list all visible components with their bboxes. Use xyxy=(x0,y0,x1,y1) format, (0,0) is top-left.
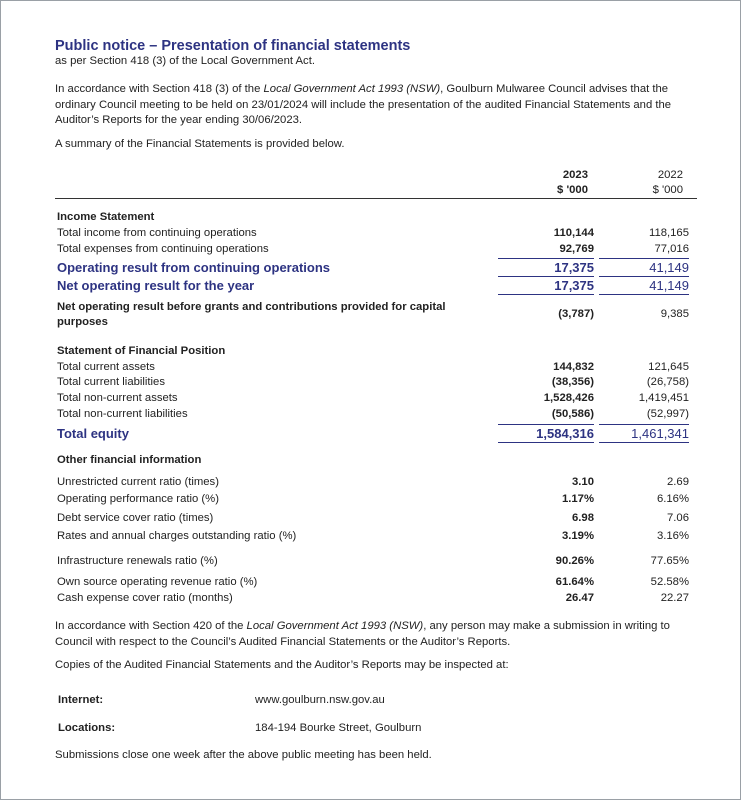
value-2023: (3,787) xyxy=(558,308,594,320)
row-label: Cash expense cover ratio (months) xyxy=(57,592,233,604)
row-label xyxy=(57,300,446,330)
table-row xyxy=(55,361,697,377)
label-line-2: purposes xyxy=(57,316,108,328)
value-2022: 2.69 xyxy=(667,476,689,488)
income-statement-heading: Income Statement xyxy=(57,211,155,223)
row-label: Operating performance ratio (%) xyxy=(57,493,219,505)
value-2022: (26,758) xyxy=(646,376,689,388)
unit-2023: $ '000 xyxy=(557,184,588,196)
value-2023: (38,356) xyxy=(551,376,594,388)
row-label: Infrastructure renewals ratio (%) xyxy=(57,555,218,567)
value-2023: 17,375 xyxy=(498,276,594,295)
value-2022: 121,645 xyxy=(648,361,689,373)
value-2022: 41,149 xyxy=(599,258,689,277)
capital-result-row xyxy=(55,300,697,332)
intro-prefix: In accordance with Section 418 (3) of the xyxy=(55,83,264,95)
table-row xyxy=(55,376,697,392)
value-2023: (50,586) xyxy=(551,408,594,420)
value-2022: (52,997) xyxy=(646,408,689,420)
value-2022: 3.16% xyxy=(656,530,689,542)
net-operating-result-row xyxy=(55,278,697,294)
row-label: Total expenses from continuing operations xyxy=(57,243,269,255)
value-2022: 77.65% xyxy=(650,555,689,567)
table-row xyxy=(55,512,697,528)
intro-suffix: , Goulburn Mulwaree Council advises that the ordinary Council meeting to be held on 23/01/2024 will include the presentation of the audited Financial Statements and the Auditor’s Reports for the year ending 30/06/2023. xyxy=(55,83,672,126)
row-label: Total non-current liabilities xyxy=(57,408,188,420)
locations-value: 184-194 Bourke Street, Goulburn xyxy=(255,722,422,734)
header-rule xyxy=(55,198,697,199)
value-2022: 22.27 xyxy=(660,592,689,604)
table-row xyxy=(55,243,697,259)
value-2023: 3.10 xyxy=(572,476,594,488)
label-line-1: Net operating result before grants and contributions provided for capital xyxy=(57,301,446,313)
table-row xyxy=(55,408,697,424)
row-label: Total equity xyxy=(57,426,129,441)
row-label: Total non-current assets xyxy=(57,392,178,404)
submission-suffix: , any person may make a submission in writing to Council with respect to the Council’s Audited Financial Statements or the Auditor’s Reports. xyxy=(55,620,670,648)
table-row xyxy=(55,555,697,571)
table-row xyxy=(55,592,697,608)
year-2022: 2022 xyxy=(657,169,683,181)
locations-label: Locations: xyxy=(58,722,116,734)
row-label: Total income from continuing operations xyxy=(57,227,257,239)
table-row xyxy=(55,227,697,243)
column-header-2022 xyxy=(625,168,683,198)
row-label: Total current assets xyxy=(57,361,155,373)
internet-link[interactable]: www.goulburn.nsw.gov.au xyxy=(255,694,385,706)
total-equity-row xyxy=(55,426,697,442)
submission-act-name: Local Government Act 1993 (NSW) xyxy=(246,620,424,632)
table-row xyxy=(55,530,697,546)
value-2022: 41,149 xyxy=(599,276,689,295)
value-2023: 144,832 xyxy=(553,361,594,373)
table-row xyxy=(55,392,697,408)
row-label: Debt service cover ratio (times) xyxy=(57,512,214,524)
value-2023: 90.26% xyxy=(555,555,594,567)
operating-result-row xyxy=(55,260,697,276)
row-label: Rates and annual charges outstanding ratio (%) xyxy=(57,530,297,542)
column-header-2023 xyxy=(530,168,588,198)
financial-position-heading: Statement of Financial Position xyxy=(57,345,226,357)
value-2022: 6.16% xyxy=(656,493,689,505)
value-2022: 1,419,451 xyxy=(638,392,689,404)
row-label: Own source operating revenue ratio (%) xyxy=(57,576,258,588)
value-2023: 17,375 xyxy=(498,258,594,277)
value-2023: 1,584,316 xyxy=(498,424,594,443)
closing-line: Submissions close one week after the above public meeting has been held. xyxy=(55,749,432,761)
value-2023: 1.17% xyxy=(561,493,594,505)
value-2022: 118,165 xyxy=(649,227,689,239)
row-label: Unrestricted current ratio (times) xyxy=(57,476,219,488)
summary-line: A summary of the Financial Statements is provided below. xyxy=(55,138,345,150)
other-info-heading: Other financial information xyxy=(57,454,202,466)
internet-label: Internet: xyxy=(58,694,104,706)
value-2022: 77,016 xyxy=(654,243,689,255)
year-2023: 2023 xyxy=(562,169,588,181)
value-2022: 7.06 xyxy=(667,512,689,524)
submission-paragraph xyxy=(55,619,695,650)
table-row xyxy=(55,576,697,592)
value-2023: 1,528,426 xyxy=(543,392,594,404)
intro-act-name: Local Government Act 1993 (NSW) xyxy=(263,83,441,95)
notice-subtitle: as per Section 418 (3) of the Local Government Act. xyxy=(55,55,315,67)
copies-line: Copies of the Audited Financial Statements and the Auditor’s Reports may be inspected at: xyxy=(55,659,509,671)
value-2023: 26.47 xyxy=(565,592,594,604)
value-2023: 110,144 xyxy=(553,227,594,239)
value-2023: 6.98 xyxy=(572,512,594,524)
table-row xyxy=(55,476,697,492)
intro-paragraph xyxy=(55,82,695,129)
value-2022: 9,385 xyxy=(660,308,689,320)
unit-2022: $ '000 xyxy=(652,184,683,196)
value-2023: 3.19% xyxy=(561,530,594,542)
value-2023: 61.64% xyxy=(555,576,594,588)
value-2022: 52.58% xyxy=(650,576,689,588)
row-label: Total current liabilities xyxy=(57,376,165,388)
row-label: Operating result from continuing operations xyxy=(57,260,331,275)
notice-title: Public notice – Presentation of financial statements xyxy=(55,38,411,54)
value-2022: 1,461,341 xyxy=(599,424,689,443)
submission-prefix: In accordance with Section 420 of the xyxy=(55,620,247,632)
value-2023: 92,769 xyxy=(559,243,594,255)
row-label: Net operating result for the year xyxy=(57,278,255,293)
table-row xyxy=(55,493,697,509)
